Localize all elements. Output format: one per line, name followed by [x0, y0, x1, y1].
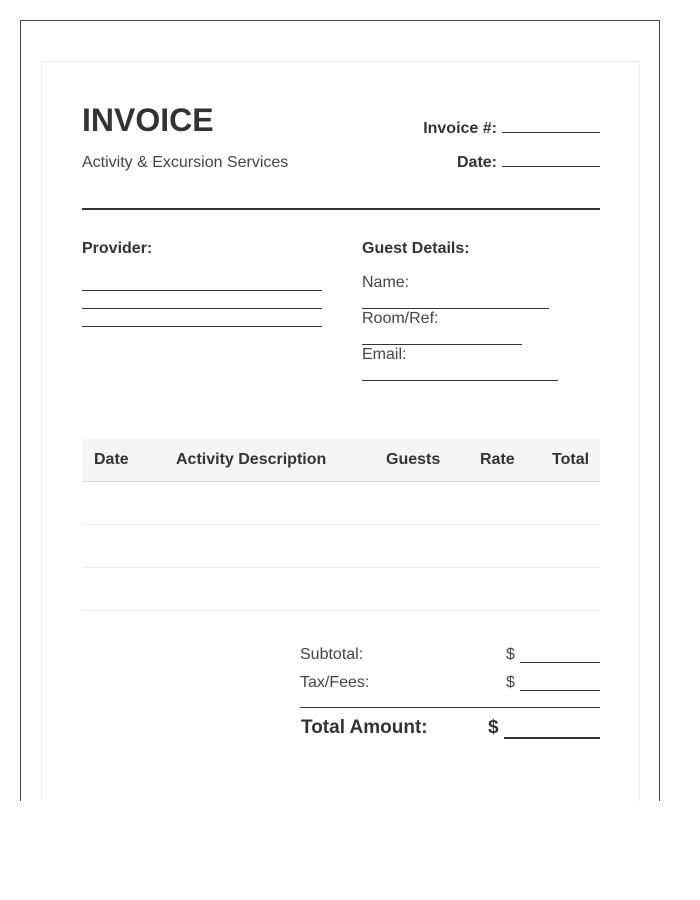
summary-divider — [300, 707, 600, 708]
tax-currency: $ — [506, 674, 515, 691]
total-amount-label: Total Amount: — [301, 717, 428, 738]
invoice-number-field[interactable] — [502, 117, 600, 133]
tax-field[interactable] — [520, 690, 600, 691]
cell-guests[interactable] — [386, 568, 480, 611]
line-items-table — [82, 439, 600, 611]
cell-date[interactable] — [82, 568, 176, 611]
cell-date[interactable] — [82, 482, 176, 525]
guest-room-label: Room/Ref: — [362, 310, 439, 327]
table-row — [82, 482, 600, 525]
total-amount-field[interactable] — [504, 737, 600, 739]
table-header-row — [82, 439, 600, 482]
subtotal-currency: $ — [506, 646, 515, 663]
invoice-number-label: Invoice #: — [423, 120, 497, 137]
guest-details-heading: Guest Details: — [362, 240, 470, 257]
cell-guests[interactable] — [386, 482, 480, 525]
invoice-subtitle: Activity & Excursion Services — [82, 154, 289, 171]
cell-guests[interactable] — [386, 525, 480, 568]
subtotal-field[interactable] — [520, 662, 600, 663]
tax-label: Tax/Fees: — [300, 674, 370, 691]
guest-email-field[interactable] — [362, 380, 558, 381]
cell-rate[interactable] — [480, 568, 552, 611]
cell-description[interactable] — [176, 525, 386, 568]
invoice-title: INVOICE — [82, 102, 214, 138]
guest-room-field[interactable] — [362, 344, 522, 345]
cell-rate[interactable] — [480, 525, 552, 568]
provider-line-2[interactable] — [82, 308, 322, 309]
column-header-date: Date — [82, 439, 176, 482]
cell-description[interactable] — [176, 482, 386, 525]
subtotal-label: Subtotal: — [300, 646, 364, 663]
cell-total[interactable] — [552, 525, 600, 568]
invoice-date-label: Date: — [456, 154, 497, 171]
table-row — [82, 568, 600, 611]
cell-total[interactable] — [552, 568, 600, 611]
column-header-description: Activity Description — [176, 439, 386, 482]
column-header-guests: Guests — [386, 439, 480, 482]
provider-line-3[interactable] — [82, 326, 322, 327]
guest-name-label: Name: — [362, 274, 410, 291]
provider-line-1[interactable] — [82, 290, 322, 291]
cell-rate[interactable] — [480, 482, 552, 525]
cell-description[interactable] — [176, 568, 386, 611]
guest-email-label: Email: — [362, 346, 407, 363]
total-currency: $ — [488, 717, 499, 738]
column-header-total: Total — [552, 439, 600, 482]
invoice-date-row — [457, 151, 600, 172]
header-divider — [82, 208, 600, 210]
column-header-rate: Rate — [480, 439, 552, 482]
table-row — [82, 525, 600, 568]
provider-heading: Provider: — [82, 240, 153, 257]
invoice-number-row — [423, 117, 600, 138]
guest-name-field[interactable] — [362, 308, 549, 309]
cell-date[interactable] — [82, 525, 176, 568]
cell-total[interactable] — [552, 482, 600, 525]
invoice-date-field[interactable] — [502, 151, 600, 167]
